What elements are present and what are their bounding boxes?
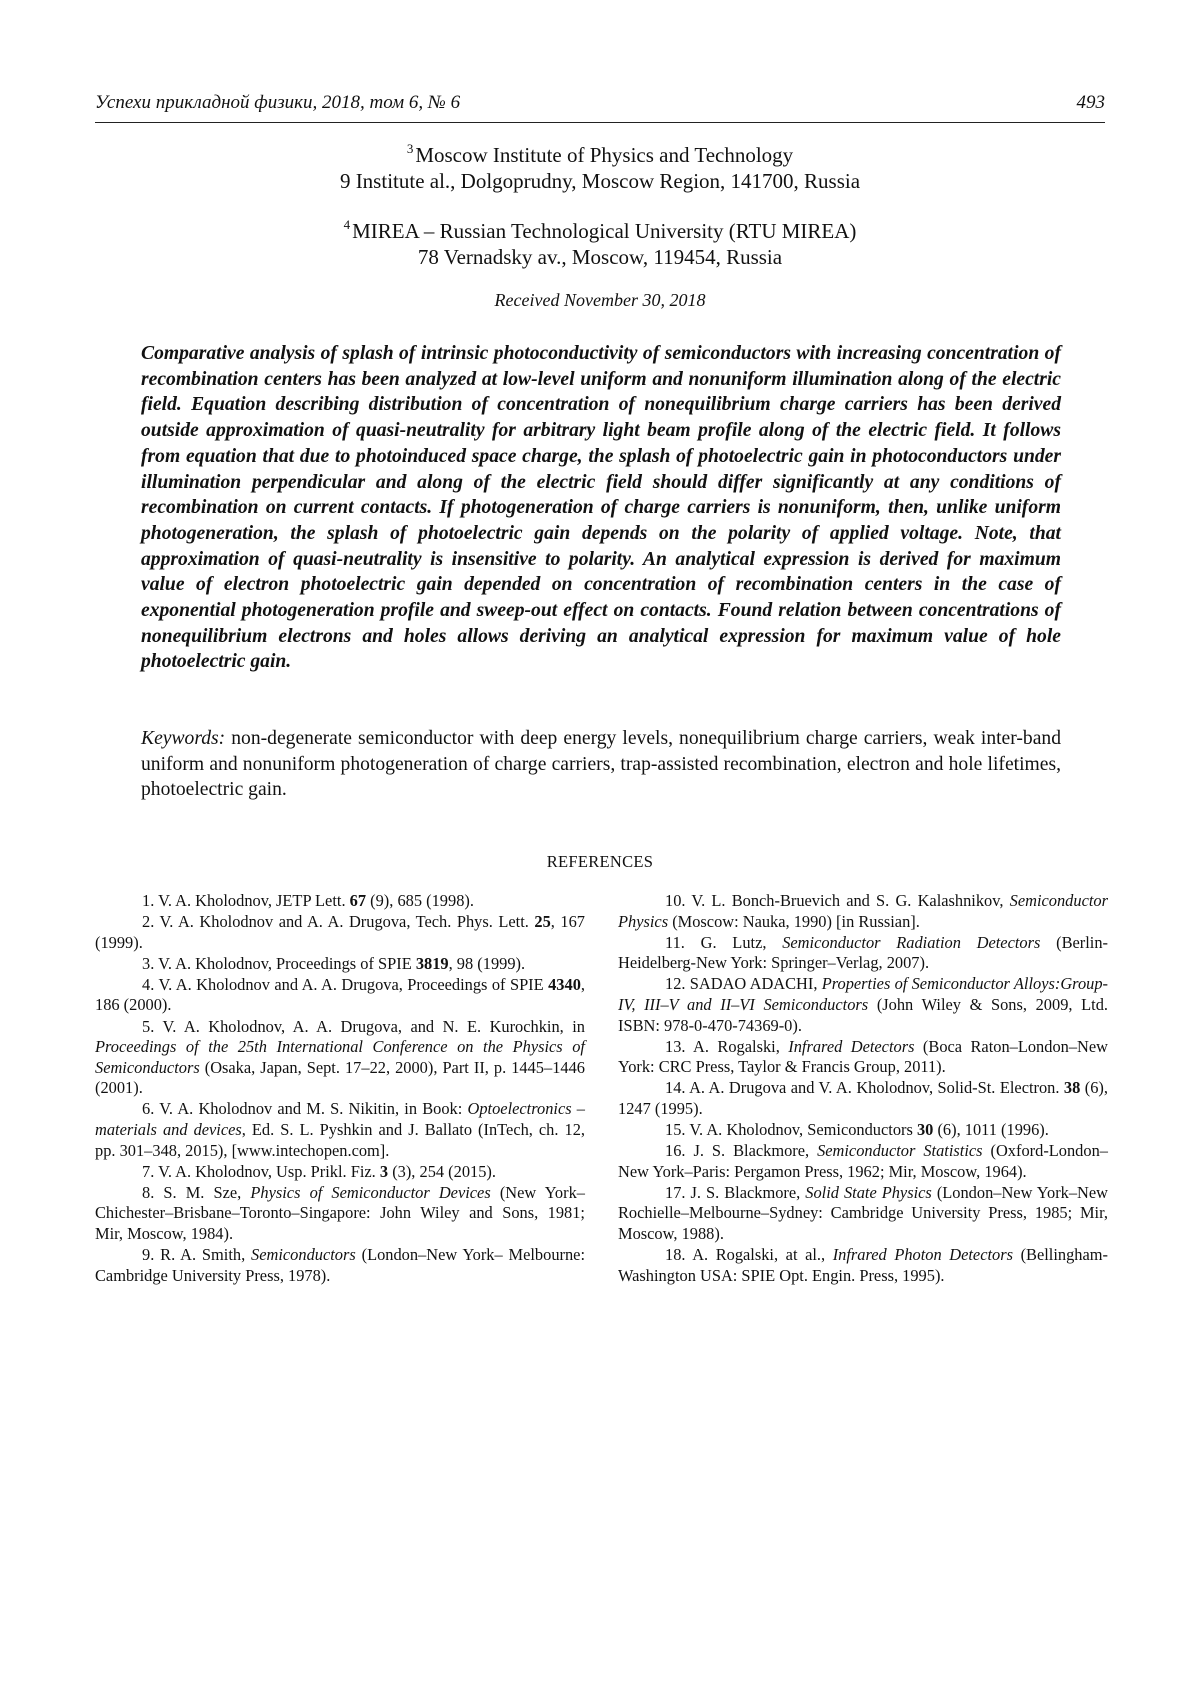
- reference-title: Semiconductor Radiation Detectors: [782, 932, 1041, 952]
- reference-authors: A. Rogalski,: [693, 1036, 780, 1056]
- reference-authors: A. Rogalski, at al.,: [692, 1245, 826, 1265]
- reference-details: , 98 (1999).: [448, 953, 526, 973]
- affiliation-4-marker: 4: [343, 217, 351, 232]
- reference-number: 12.: [665, 974, 686, 994]
- reference-authors: V. A. Kholodnov and A. A. Drugova, Proceedings of SPIE: [158, 974, 544, 994]
- reference-title: Proceedings of the 25th International Conference on the Physics of Semiconductors: [95, 1037, 585, 1077]
- reference-number: 16.: [665, 1141, 686, 1161]
- reference-item: [618, 1078, 1108, 1119]
- reference-authors: V. L. Bonch-Bruevich and S. G. Kalashnikov,: [691, 891, 1004, 910]
- reference-number: 5.: [142, 1016, 155, 1036]
- reference-details: (London–New York–New Rochielle–Melbourne–Sydney: Cambridge University Press, 1985; Mir, Moscow, 1988).: [618, 1182, 1108, 1243]
- reference-volume: 4340: [548, 974, 581, 994]
- reference-item: [618, 1120, 1108, 1141]
- reference-title: Semiconductor Physics: [618, 891, 1108, 931]
- reference-volume: 25: [534, 912, 551, 932]
- reference-item: [95, 912, 585, 953]
- reference-item: [618, 891, 1108, 932]
- page-number: 493: [1076, 92, 1105, 113]
- affiliation-3-marker: 3: [406, 141, 414, 156]
- reference-authors: R. A. Smith,: [160, 1245, 246, 1265]
- reference-item: [95, 1162, 585, 1183]
- reference-item: [95, 1183, 585, 1245]
- reference-details: (Osaka, Japan, Sept. 17–22, 2000), Part II, p. 1445–1446 (2001).: [95, 1057, 585, 1098]
- reference-details: (6), 1011 (1996).: [937, 1120, 1049, 1140]
- affiliation-4-name: $^4$MIREA – Russian Technological University (RTU MIREA): [343, 217, 857, 243]
- reference-number: 10.: [665, 891, 686, 910]
- affiliation-3-address: 9 Institute al., Dolgoprudny, Moscow Region, 141700, Russia: [339, 169, 861, 193]
- reference-item: [618, 974, 1108, 1036]
- keywords-label: Keywords:: [141, 728, 226, 749]
- reference-details: (Bellingham-Washington USA: SPIE Opt. Engin. Press, 1995).: [618, 1245, 1108, 1285]
- reference-authors: V. A. Kholodnov, Usp. Prikl. Fiz.: [158, 1161, 376, 1181]
- journal-title: Успехи прикладной физики, 2018, том 6, № 6: [95, 92, 461, 113]
- reference-item: [618, 1183, 1108, 1245]
- reference-authors: V. A. Kholodnov, A. A. Drugova, and N. E. Kurochkin, in: [162, 1016, 585, 1036]
- reference-number: 17.: [665, 1182, 686, 1202]
- reference-volume: 3: [379, 1161, 389, 1181]
- reference-details: (Moscow: Nauka, 1990) [in Russian].: [672, 911, 920, 931]
- reference-item: [95, 891, 585, 912]
- reference-title: Infrared Detectors: [788, 1036, 915, 1056]
- reference-details: , Ed. S. L. Pyshkin and J. Ballato (InTech, ch. 12, pp. 301–348, 2015), [www.intechopen.com].: [95, 1120, 585, 1160]
- reference-details: (6), 1247 (1995).: [618, 1078, 1108, 1118]
- reference-authors: A. A. Drugova and V. A. Kholodnov, Solid-St. Electron.: [689, 1078, 1060, 1098]
- reference-authors: V. A. Kholodnov and M. S. Nikitin, in Book:: [159, 1099, 463, 1119]
- reference-authors: J. S. Blackmore,: [693, 1141, 810, 1161]
- reference-details: (Boca Raton–London–New York: CRC Press, Taylor & Francis Group, 2011).: [618, 1036, 1108, 1077]
- reference-title: Physics of Semiconductor Devices: [250, 1182, 491, 1202]
- reference-item: [95, 1099, 585, 1161]
- reference-item: [618, 1037, 1108, 1078]
- affiliation-3: [0, 136, 1200, 194]
- reference-details: (John Wiley & Sons, 2009, Ltd. ISBN: 978-0-470-74369-0).: [618, 994, 1108, 1035]
- reference-item: [95, 1017, 585, 1099]
- reference-number: 9.: [142, 1245, 155, 1265]
- reference-number: 2.: [142, 912, 155, 932]
- reference-number: 8.: [142, 1182, 155, 1202]
- reference-number: 15.: [665, 1120, 686, 1140]
- reference-number: 4.: [142, 974, 155, 994]
- reference-volume: 30: [916, 1120, 934, 1140]
- reference-authors: V. A. Kholodnov, Semiconductors: [689, 1120, 913, 1140]
- reference-title: Solid State Physics: [805, 1182, 932, 1202]
- reference-number: 13.: [665, 1036, 686, 1056]
- reference-number: 6.: [142, 1099, 155, 1119]
- reference-number: 14.: [665, 1078, 686, 1098]
- reference-details: (London–New York– Melbourne: Cambridge University Press, 1978).: [95, 1245, 585, 1285]
- references-heading: REFERENCES: [546, 852, 654, 871]
- reference-title: Semiconductors: [251, 1245, 356, 1265]
- reference-number: 7.: [142, 1161, 155, 1181]
- reference-number: 1.: [142, 891, 155, 910]
- reference-details: (9), 685 (1998).: [370, 891, 474, 910]
- reference-item: [618, 1245, 1108, 1286]
- reference-details: (New York–Chichester–Brisbane–Toronto–Singapore: John Wiley and Sons, 1981; Mir, Moscow, 1984).: [95, 1182, 585, 1243]
- reference-details: , 167 (1999).: [95, 912, 585, 952]
- reference-title: Infrared Photon Detectors: [832, 1245, 1013, 1265]
- reference-item: [618, 933, 1108, 974]
- received-date: Received November 30, 2018: [494, 290, 706, 310]
- reference-authors: V. A. Kholodnov, JETP Lett.: [158, 891, 346, 910]
- reference-title: Properties of Semiconductor Alloys:Group-IV, III–V and II–VI Semiconductors: [618, 974, 1108, 1014]
- reference-title: Semiconductor Statistics: [817, 1141, 983, 1161]
- reference-details: (Berlin-Heidelberg-New York: Springer–Verlag, 2007).: [618, 932, 1109, 973]
- reference-number: 18.: [665, 1245, 686, 1265]
- reference-authors: J. S. Blackmore,: [690, 1182, 801, 1202]
- reference-authors: G. Lutz,: [700, 932, 767, 952]
- reference-number: 3.: [142, 953, 155, 973]
- running-header: [95, 90, 1105, 123]
- affiliation-3-name: $^3$Moscow Institute of Physics and Technology: [406, 141, 794, 167]
- references-left-column: [95, 891, 585, 1287]
- reference-authors: V. A. Kholodnov and A. A. Drugova, Tech. Phys. Lett.: [159, 912, 529, 932]
- keywords-text: non-degenerate semiconductor with deep energy levels, nonequilibrium charge carriers, weak inter-band uniform and nonuniform photogeneration of charge carriers, trap-assisted recombination, electron and hole lifetimes, photoelectric gain.: [141, 728, 1061, 801]
- reference-authors: V. A. Kholodnov, Proceedings of SPIE: [158, 953, 412, 973]
- reference-authors: SADAO ADACHI,: [689, 974, 818, 994]
- reference-volume: 3819: [415, 953, 449, 973]
- reference-item: [95, 975, 585, 1016]
- reference-item: [95, 1245, 585, 1286]
- keywords: [141, 726, 1061, 803]
- reference-details: (Oxford-London–New York–Paris: Pergamon Press, 1962; Mir, Moscow, 1964).: [618, 1141, 1108, 1181]
- affiliation-4: [0, 212, 1200, 270]
- reference-authors: S. M. Sze,: [163, 1182, 242, 1202]
- reference-item: [95, 954, 585, 975]
- reference-item: [618, 1141, 1108, 1182]
- reference-number: 11.: [665, 932, 685, 952]
- affiliation-4-address: 78 Vernadsky av., Moscow, 119454, Russia: [417, 245, 783, 269]
- references-right-column: [618, 891, 1108, 1287]
- reference-volume: 67: [349, 891, 367, 910]
- reference-title: Optoelectronics – materials and devices: [95, 1099, 585, 1140]
- abstract: Comparative analysis of splash of intrinsic photoconductivity of semiconductors with increasing concentration of recombination centers has been analyzed at low-level uniform and nonuniform illumination along of the electric field. Equation describing distribution of concentration of nonequilibrium charge carriers has been derived outside approximation of quasi-neutrality for arbitrary light beam profile along of the electric field. It follows from equation that due to photoinduced space charge, the splash of photoelectric gain in photoconductors under illumination perpendicular and along of the electric field should differ significantly at any conditions of recombination on current contacts. If photogeneration of charge carriers is nonuniform, then, unlike uniform photogeneration, the splash of photoelectric gain depends on the polarity of applied voltage. Note, that approximation of quasi-neutrality is insensitive to polarity. An analytical expression is derived for maximum value of electron photoelectric gain depended on concentration of recombination centers in the case of exponential photogeneration profile and sweep-out effect on contacts. Found relation between concentrations of nonequilibrium electrons and holes allows deriving an analytical expression for maximum value of hole photoelectric gain.: [141, 343, 1061, 673]
- reference-details: (3), 254 (2015).: [392, 1161, 496, 1181]
- reference-details: , 186 (2000).: [95, 974, 585, 1015]
- reference-volume: 38: [1063, 1078, 1081, 1098]
